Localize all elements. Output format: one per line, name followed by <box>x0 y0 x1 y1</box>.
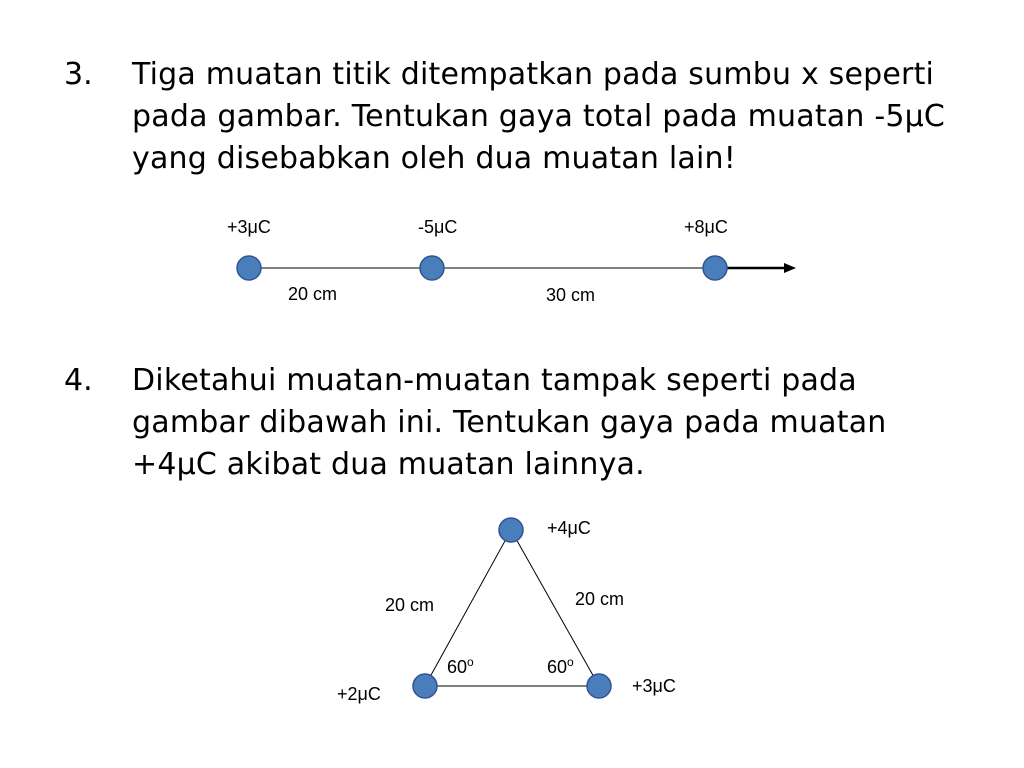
distance-label-30cm: 30 cm <box>546 285 596 305</box>
angle-right-value: 60 <box>547 657 568 677</box>
angle-label-left <box>447 655 474 677</box>
problem-4-text: Diketahui muatan-muatan tampak seperti pada gambar dibawah ini. Tentukan gaya pada muatan +4μC akibat dua muatan lainnya. <box>132 363 887 482</box>
problem-4-number: 4. <box>64 363 93 398</box>
charge-plus-4 <box>499 518 523 542</box>
charge-plus-2 <box>413 674 437 698</box>
charge-label-plus-2: +2μC <box>337 684 381 704</box>
angle-label-right <box>547 655 574 677</box>
charge-label-plus-8: +8μC <box>684 217 728 237</box>
side-label-left: 20 cm <box>385 595 435 615</box>
problem-3-text: Tiga muatan titik ditempatkan pada sumbu x seperti pada gambar. Tentukan gaya total pada muatan -5μC yang disebabkan oleh dua muatan lain! <box>132 57 946 176</box>
angle-left-value: 60 <box>447 657 468 677</box>
charge-label-minus-5: -5μC <box>418 217 458 237</box>
charge-plus-3-triangle <box>587 674 611 698</box>
angle-left-degree: o <box>467 655 474 669</box>
angle-right-degree: o <box>567 655 574 669</box>
charge-label-plus-4: +4μC <box>547 518 591 538</box>
problem-3-number: 3. <box>64 57 93 92</box>
side-label-right: 20 cm <box>575 589 625 609</box>
charge-label-plus-3: +3μC <box>227 217 271 237</box>
charge-label-plus-3-triangle: +3μC <box>632 676 676 696</box>
distance-label-20cm: 20 cm <box>288 284 338 304</box>
